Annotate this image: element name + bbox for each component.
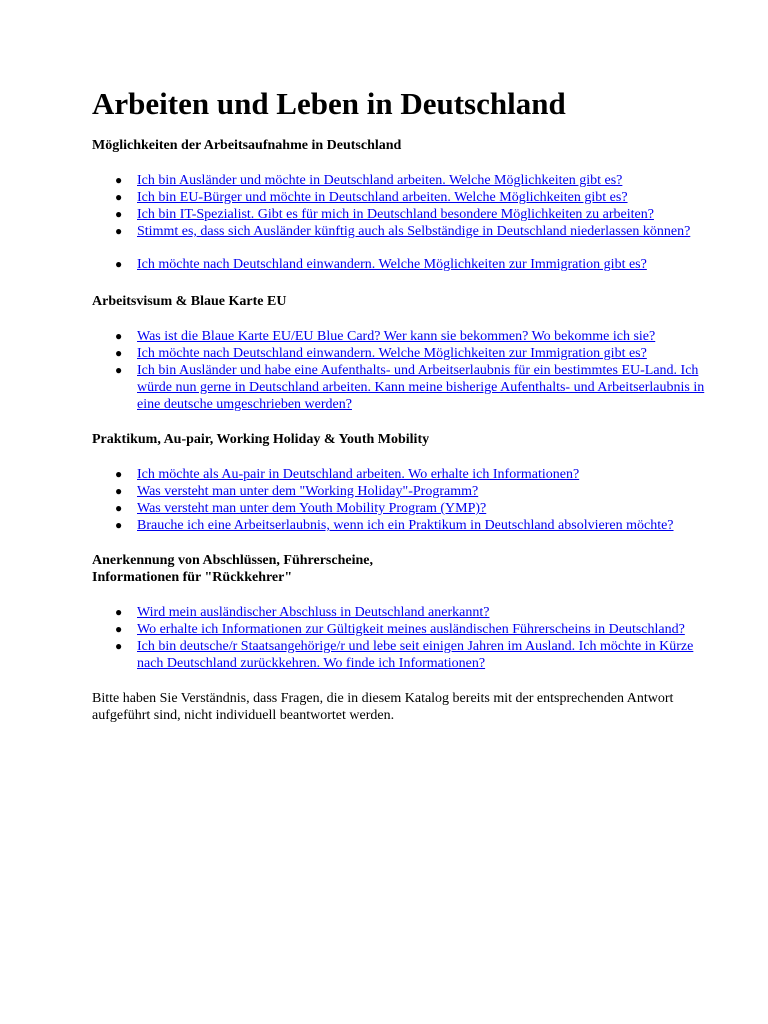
list-item (92, 362, 712, 413)
bullet-icon: ● (115, 329, 123, 343)
question-list-arbeitsaufnahme (92, 172, 712, 273)
bullet-icon: ● (115, 501, 123, 515)
question-link[interactable]: Ich bin deutsche/r Staatsangehörige/r und lebe seit einigen Jahren im Ausland. Ich möchte in Kürze nach Deutschland zurückkehren. Wo finde ich Informationen? (137, 639, 694, 671)
list-item (92, 500, 712, 517)
bullet-icon: ● (115, 622, 123, 636)
bullet-icon: ● (115, 173, 123, 187)
bullet-icon: ● (115, 363, 123, 377)
section-heading-anerkennung (92, 552, 712, 586)
question-link[interactable]: Stimmt es, dass sich Ausländer künftig auch als Selbständige in Deutschland niederlassen können? (137, 224, 691, 239)
list-item (92, 256, 712, 273)
bullet-icon: ● (115, 605, 123, 619)
bullet-icon: ● (115, 518, 123, 532)
list-item (92, 189, 712, 206)
bullet-icon: ● (115, 639, 123, 653)
list-item (92, 638, 712, 672)
bullet-icon: ● (115, 484, 123, 498)
question-link[interactable]: Ich bin IT-Spezialist. Gibt es für mich in Deutschland besondere Möglichkeiten zu arbeiten? (137, 207, 654, 222)
question-link[interactable]: Ich bin EU-Bürger und möchte in Deutschland arbeiten. Welche Möglichkeiten gibt es? (137, 190, 628, 205)
list-item (92, 328, 712, 345)
question-link[interactable]: Ich bin Ausländer und habe eine Aufenthalts- und Arbeitserlaubnis für ein bestimmtes EU-Land. Ich würde nun gerne in Deutschland arbeiten. Kann meine bisherige Aufenthalts- und Arbeitserlaubnis in eine deutsche umgeschrieben werden? (137, 363, 705, 412)
footnote-text: Bitte haben Sie Verständnis, dass Fragen, die in diesem Katalog bereits mit der entsprechenden Antwort aufgeführt sind, nicht individuell beantwortet werden. (92, 691, 674, 723)
bullet-icon: ● (115, 207, 123, 221)
bullet-icon: ● (115, 224, 123, 238)
question-link[interactable]: Brauche ich eine Arbeitserlaubnis, wenn ich ein Praktikum in Deutschland absolvieren möchte? (137, 518, 674, 533)
list-item (92, 172, 712, 189)
question-link[interactable]: Ich möchte nach Deutschland einwandern. Welche Möglichkeiten zur Immigration gibt es? (137, 346, 647, 361)
question-link[interactable]: Wo erhalte ich Informationen zur Gültigkeit meines ausländischen Führerscheins in Deutschland? (137, 622, 685, 637)
section-heading-arbeitsaufnahme: Möglichkeiten der Arbeitsaufnahme in Deutschland (92, 138, 402, 153)
question-link[interactable]: Wird mein ausländischer Abschluss in Deutschland anerkannt? (137, 605, 490, 620)
list-item (92, 621, 712, 638)
bullet-icon: ● (115, 467, 123, 481)
list-item (92, 466, 712, 483)
question-link[interactable]: Ich möchte als Au-pair in Deutschland arbeiten. Wo erhalte ich Informationen? (137, 467, 580, 482)
bullet-icon: ● (115, 346, 123, 360)
section-heading-praktikum: Praktikum, Au-pair, Working Holiday & Youth Mobility (92, 432, 430, 447)
list-item (92, 517, 712, 534)
question-link[interactable]: Was ist die Blaue Karte EU/EU Blue Card? Wer kann sie bekommen? Wo bekomme ich sie? (137, 329, 656, 344)
question-link[interactable]: Was versteht man unter dem "Working Holiday"-Programm? (137, 484, 479, 499)
list-item (92, 223, 712, 240)
list-item (92, 483, 712, 500)
section-heading-line: Anerkennung von Abschlüssen, Führerscheine, (92, 553, 373, 568)
bullet-icon: ● (115, 190, 123, 204)
page-title: Arbeiten und Leben in Deutschland (92, 86, 566, 121)
question-link[interactable]: Was versteht man unter dem Youth Mobility Program (YMP)? (137, 501, 487, 516)
question-link[interactable]: Ich möchte nach Deutschland einwandern. Welche Möglichkeiten zur Immigration gibt es? (137, 257, 647, 272)
question-list-arbeitsvisum (92, 328, 712, 413)
list-item (92, 345, 712, 362)
document-content (92, 82, 712, 724)
section-heading-line: Informationen für "Rückkehrer" (92, 570, 293, 585)
list-item (92, 604, 712, 621)
question-list-praktikum (92, 466, 712, 534)
question-list-anerkennung (92, 604, 712, 672)
section-heading-arbeitsvisum: Arbeitsvisum & Blaue Karte EU (92, 294, 287, 309)
bullet-icon: ● (115, 257, 123, 271)
question-link[interactable]: Ich bin Ausländer und möchte in Deutschland arbeiten. Welche Möglichkeiten gibt es? (137, 173, 623, 188)
list-item (92, 206, 712, 223)
